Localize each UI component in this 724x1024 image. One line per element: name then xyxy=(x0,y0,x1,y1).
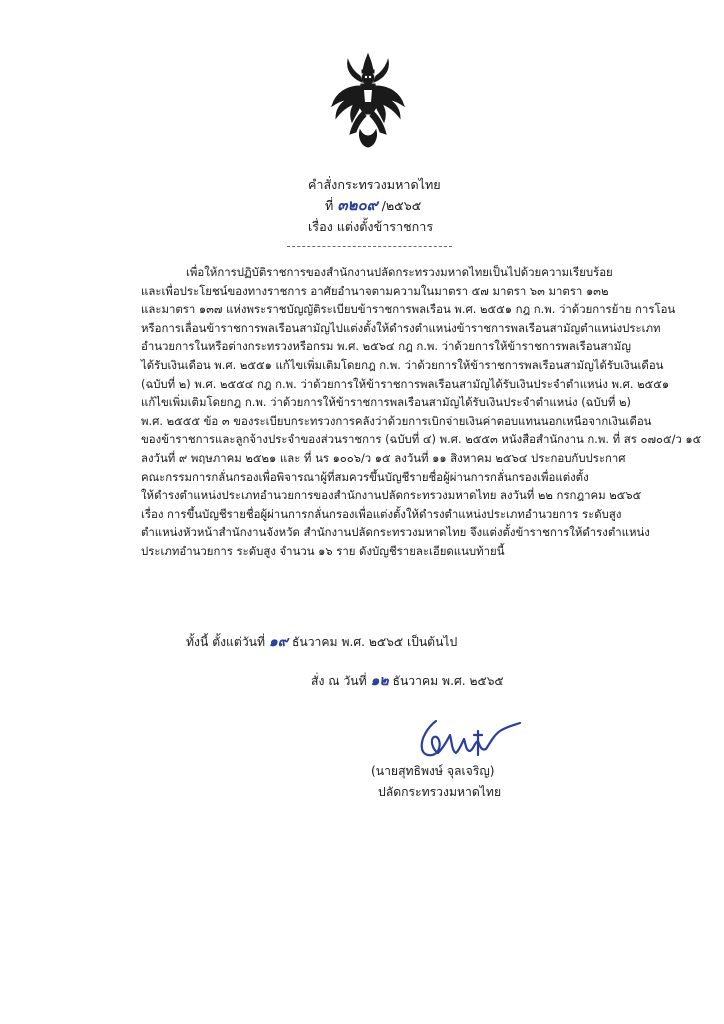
effective-suffix: ธันวาคม พ.ศ. ๒๕๖๕ เป็นต้นไป xyxy=(291,635,458,649)
body-paragraph xyxy=(141,263,702,561)
body-line: พ.ศ. ๒๕๕๕ ข้อ ๓ ของระเบียบกระทรวงการคลังว่าด้วยการเบิกจ่ายเงินค่าตอบแทนนอกเหนือจากเงินเดือน xyxy=(141,413,652,428)
ordered-day-handwritten: ๑๒ xyxy=(370,673,389,689)
ordered-prefix: สั่ง ณ วันที่ xyxy=(311,674,367,688)
body-line: คณะกรรมการกลั่นกรองเพื่อพิจารณาผู้ที่สมควรขึ้นบัญชีรายชื่อผู้ผ่านการกลั่นกรองเพื่อแต่งตั้ง xyxy=(141,469,589,484)
order-number-prefix: ที่ xyxy=(325,198,334,213)
effective-day-handwritten: ๑๙ xyxy=(268,634,289,650)
body-line: แก้ไขเพิ่มเติมโดยกฎ ก.พ. ว่าด้วยการให้ข้าราชการพลเรือนสามัญได้รับเงินประจำตำแหน่ง (ฉบับที่ ๒) xyxy=(141,395,631,410)
body-line: ได้รับเงินเดือน พ.ศ. ๒๕๕๑ แก้ไขเพิ่มเติมโดยกฎ ก.พ. ว่าด้วยการให้ข้าราชการพลเรือนสามัญได้รับเงินเดือน xyxy=(141,357,664,372)
order-title: คำสั่งกระทรวงมหาดไทย xyxy=(308,177,441,192)
ordered-suffix: ธันวาคม พ.ศ. ๒๕๖๕ xyxy=(392,674,504,688)
body-line: ให้ดำรงตำแหน่งประเภทอำนวยการของสำนักงานปลัดกระทรวงมหาดไทย ลงวันที่ ๒๒ กรกฎาคม ๒๕๖๕ xyxy=(141,488,642,503)
body-line: ประเภทอำนวยการ ระดับสูง จำนวน ๑๖ ราย ดังบัญชีรายละเอียดแนบท้ายนี้ xyxy=(141,543,505,558)
subject-label: เรื่อง xyxy=(308,219,333,234)
body-line: ตำแหน่งหัวหน้าสำนักงานจังหวัด สำนักงานปลัดกระทรวงมหาดไทย จึงแต่งตั้งข้าราชการให้ดำรงตำแหน่ง xyxy=(141,525,650,540)
body-line: หรือการเลื่อนข้าราชการพลเรือนสามัญไปแต่งตั้งให้ดำรงตำแหน่งข้าราชการพลเรือนสามัญตำแหน่งประเภท xyxy=(141,320,661,335)
body-line: ของข้าราชการและลูกจ้างประจำของส่วนราชการ (ฉบับที่ ๔) พ.ศ. ๒๕๕๓ หนังสือสำนักงาน ก.พ. ที่ สร ๐๗๐๕/ว ๑๕ xyxy=(141,432,702,447)
body-line: อำนวยการในหรือต่างกระทรวงหรือกรม พ.ศ. ๒๕๖๔ กฎ ก.พ. ว่าด้วยการให้ข้าราชการพลเรือนสามัญ xyxy=(141,339,631,354)
body-line: และเพื่อประโยชน์ของทางราชการ อาศัยอำนาจตามความในมาตรา ๕๗ มาตรา ๖๓ มาตรา ๑๓๒ xyxy=(141,283,609,298)
body-line: เพื่อให้การปฏิบัติราชการของสำนักงานปลัดกระทรวงมหาดไทยเป็นไปด้วยความเรียบร้อย xyxy=(186,265,613,279)
body-line: เรื่อง การขึ้นบัญชีรายชื่อผู้ผ่านการกลั่นกรองเพื่อแต่งตั้งให้ดำรงตำแหน่งประเภทอำนวยการ ระดับสูง xyxy=(141,506,622,521)
handwritten-signature-icon xyxy=(408,713,528,769)
body-line: ลงวันที่ ๙ พฤษภาคม ๒๕๒๑ และ ที่ นร ๑๐๐๖/ว ๑๕ ลงวันที่ ๑๑ สิงหาคม ๒๕๖๔ ประกอบกับประกาศ xyxy=(141,450,626,465)
subject-line xyxy=(308,219,433,235)
signatory-position: ปลัดกระทรวงมหาดไทย xyxy=(378,785,502,799)
ordered-date-line xyxy=(311,673,504,689)
body-line: และมาตรา ๑๓๗ แห่งพระราชบัญญัติระเบียบข้าราชการพลเรือน พ.ศ. ๒๕๕๑ กฎ ก.พ. ว่าด้วยการย้าย การโอน xyxy=(141,302,676,317)
order-number-line xyxy=(325,197,421,214)
body-line: (ฉบับที่ ๒) พ.ศ. ๒๕๕๔ กฎ ก.พ. ว่าด้วยการให้ข้าราชการพลเรือนสามัญได้รับเงินประจำตำแหน่ง พ.ศ. ๒๕๕๑ xyxy=(141,376,670,391)
garuda-emblem-icon xyxy=(330,52,406,148)
effective-prefix: ทั้งนี้ ตั้งแต่วันที่ xyxy=(186,635,266,649)
subject-text: แต่งตั้งข้าราชการ xyxy=(336,219,434,234)
signatory-name: (นายสุทธิพงษ์ จุลเจริญ) xyxy=(371,764,495,778)
order-number-handwritten: ๓๒๐๙ xyxy=(337,196,378,214)
effective-date-line xyxy=(186,634,457,650)
order-number-suffix: /๒๕๖๕ xyxy=(381,198,422,213)
header-divider xyxy=(287,246,452,247)
